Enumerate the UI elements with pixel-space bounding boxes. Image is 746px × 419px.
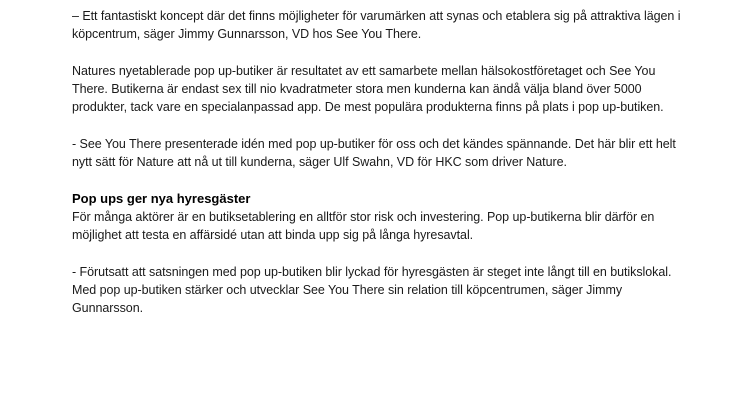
quote-paragraph-jimmy-closing: - Förutsatt att satsningen med pop up-butiken blir lyckad för hyresgästen är steget inte långt till en butikslokal. Med pop up-butiken stärker och utvecklar See You There sin relation till köpcentrumen, säger Jimmy Gunnarsson. [72, 265, 672, 315]
body-paragraph-risk: För många aktörer är en butiksetablering en alltför stor risk och investering. Pop up-butikerna blir därför en möjlighet att testa en affärsidé utan att binda upp sig på långa hyresavtal. [72, 210, 655, 242]
body-paragraph-nature-popup: Natures nyetablerade pop up-butiker är resultatet av ett samarbete mellan hälsokostföretaget och See You There. Butikerna är endast sex till nio kvadratmeter stora men kunderna kan ändå välja bland över 5000 produkter, tack vare en specialanpassad app. De mest populära produkterna finns på plats i pop up-butiken. [72, 64, 664, 114]
quote-paragraph-jimmy: – Ett fantastiskt koncept där det finns möjligheter för varumärken att synas och etablera sig på attraktiva lägen i köpcentrum, säger Jimmy Gunnarsson, VD hos See You There. [72, 9, 681, 41]
section-heading: Pop ups ger nya hyresgäster [72, 191, 251, 206]
article-body [72, 7, 692, 336]
quote-paragraph-ulf: - See You There presenterade idén med pop up-butiker för oss och det kändes spännande. Det här blir ett helt nytt sätt för Nature att nå ut till kunderna, säger Ulf Swahn, VD för HKC som driver Nature. [72, 137, 676, 169]
